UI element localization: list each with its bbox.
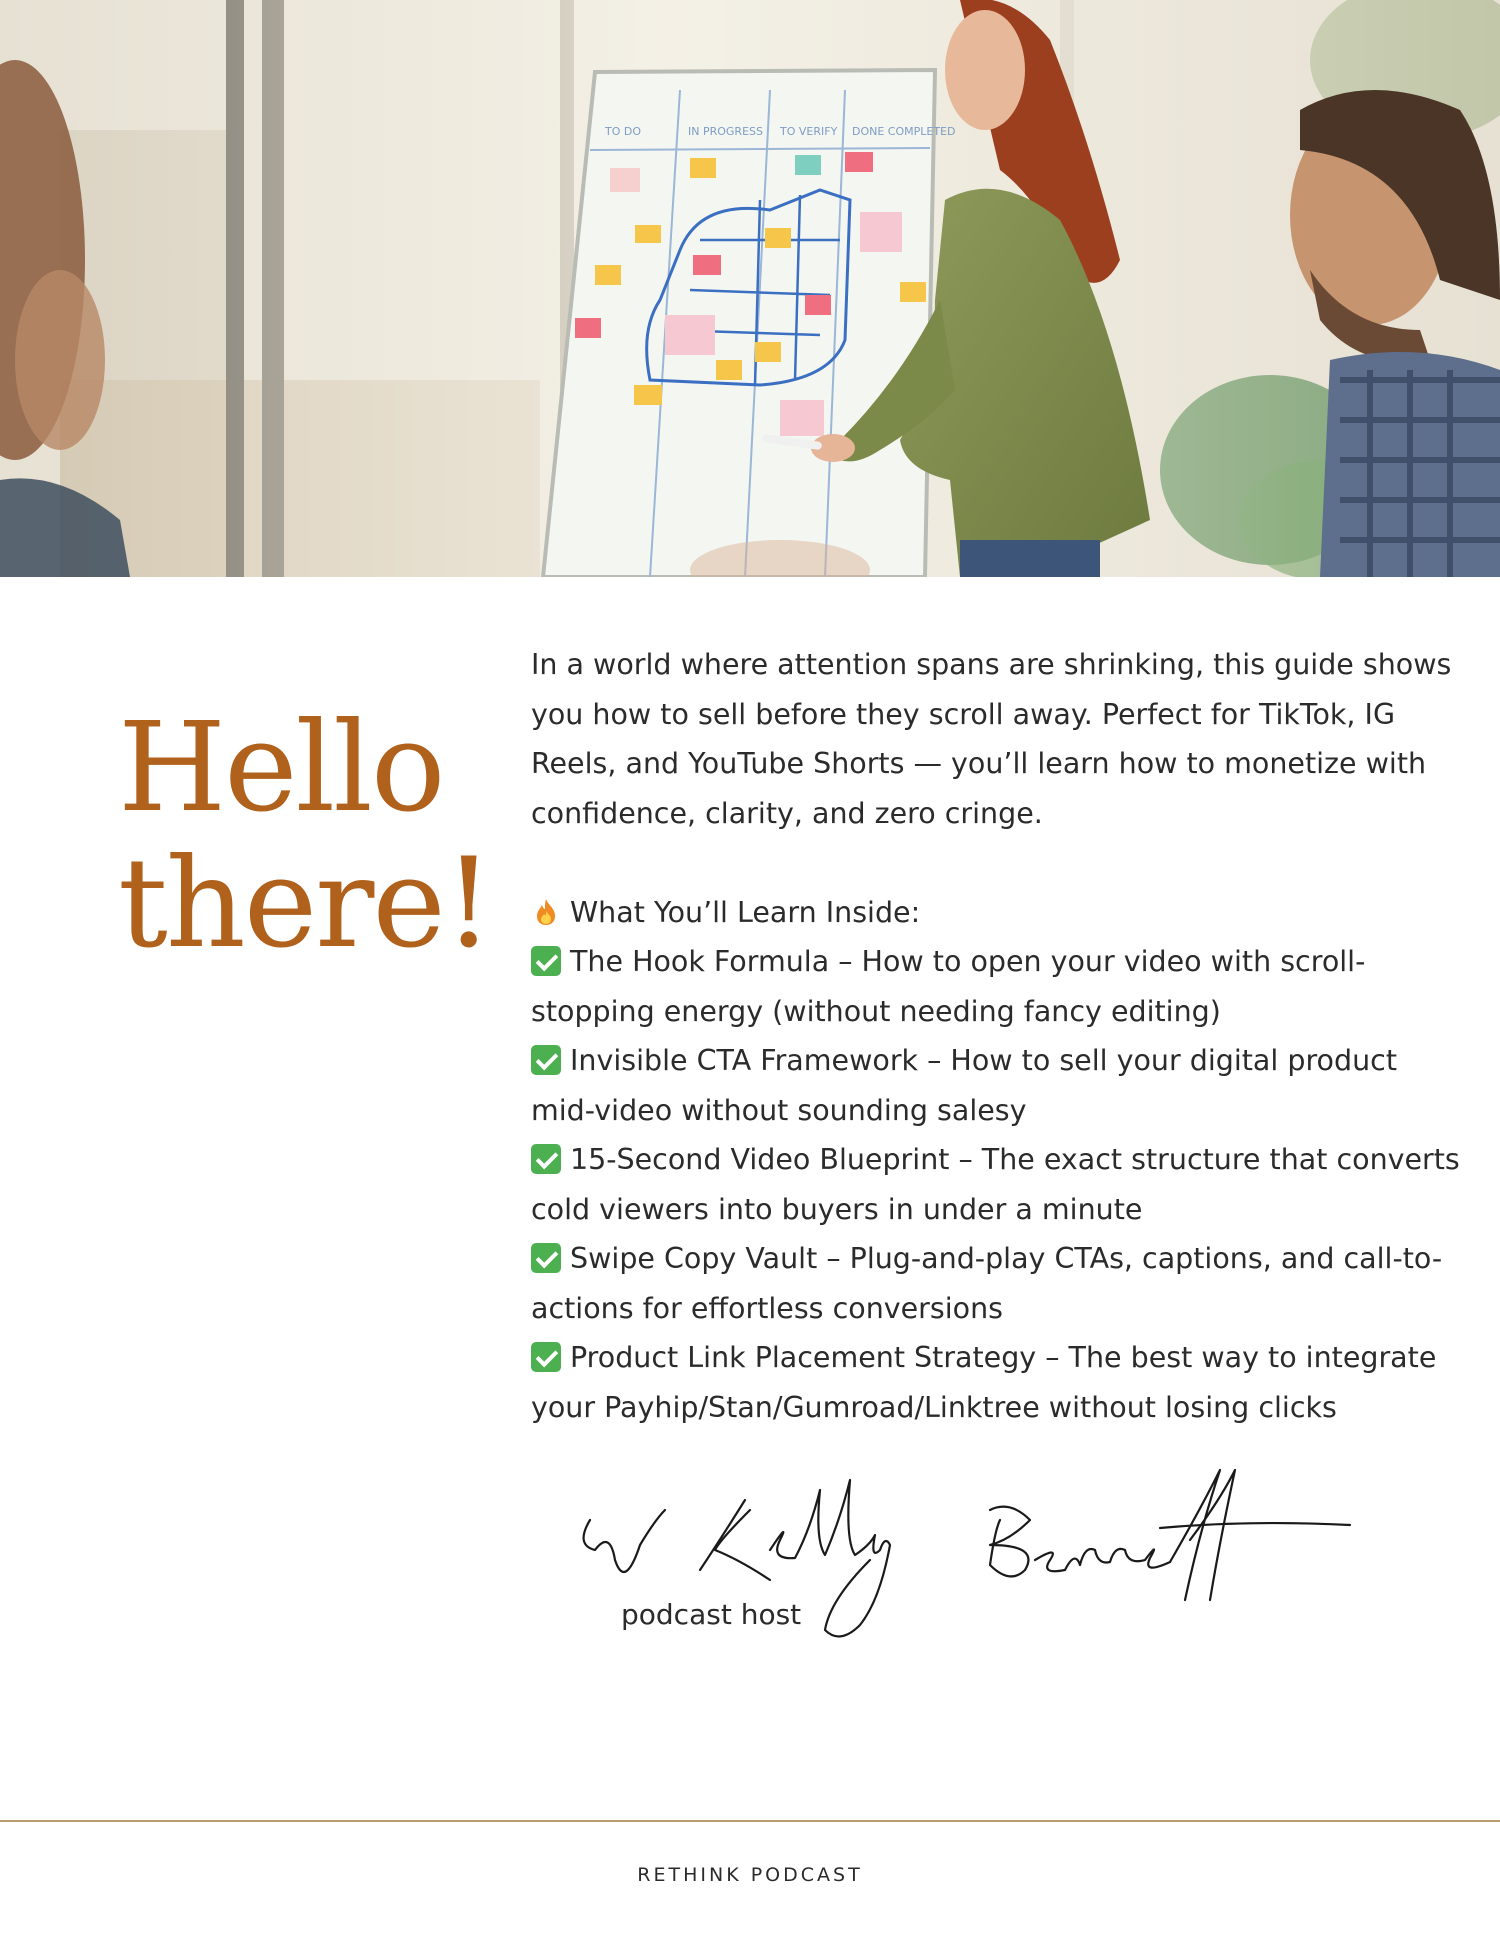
list-item	[531, 1234, 1461, 1333]
footer-divider	[0, 1820, 1500, 1822]
whiteboard-header-progress: IN PROGRESS	[688, 125, 763, 138]
intro-paragraph: In a world where attention spans are shrinking, this guide shows you how to sell before they scroll away. Perfect for TikTok, IG Reels, and YouTube Shorts — you’ll learn how to monetize with confidence, clarity, and zero cringe.	[531, 648, 1452, 830]
page-title	[118, 696, 498, 976]
footer-label: RETHINK PODCAST	[637, 1864, 863, 1886]
list-item	[531, 937, 1461, 1036]
title-line-1: Hello	[118, 696, 444, 840]
list-item-text: 15-Second Video Blueprint – The exact structure that converts cold viewers into buyers in under a minute	[531, 1143, 1460, 1226]
whiteboard-header-done: DONE COMPLETED	[852, 125, 956, 138]
list-item-text: Product Link Placement Strategy – The best way to integrate your Payhip/Stan/Gumroad/Linktree without losing clicks	[531, 1341, 1437, 1424]
title-line-2: there!	[118, 832, 492, 976]
list-item-text: The Hook Formula – How to open your video with scroll-stopping energy (without needing fancy editing)	[531, 945, 1366, 1028]
body-copy	[531, 640, 1461, 1432]
learn-heading	[531, 888, 1461, 938]
check-icon	[531, 1045, 561, 1075]
whiteboard-header-verify: TO VERIFY	[780, 125, 838, 138]
whiteboard-header-todo: TO DO	[605, 125, 642, 138]
learn-heading-text: What You’ll Learn Inside:	[570, 895, 921, 929]
signature-role: podcast host	[621, 1598, 802, 1631]
fire-icon	[531, 897, 561, 927]
check-icon	[531, 1144, 561, 1174]
paragraph-spacer	[531, 838, 1461, 888]
meeting-photo-illustration	[0, 0, 1500, 577]
list-item	[531, 1036, 1461, 1135]
list-item	[531, 1333, 1461, 1432]
list-item-text: Swipe Copy Vault – Plug-and-play CTAs, captions, and call-to-actions for effortless conversions	[531, 1242, 1443, 1325]
list-item-text: Invisible CTA Framework – How to sell your digital product mid-video without sounding salesy	[531, 1044, 1397, 1127]
hero-photo	[0, 0, 1500, 577]
check-icon	[531, 1342, 561, 1372]
list-item	[531, 1135, 1461, 1234]
check-icon	[531, 1243, 561, 1273]
check-icon	[531, 946, 561, 976]
